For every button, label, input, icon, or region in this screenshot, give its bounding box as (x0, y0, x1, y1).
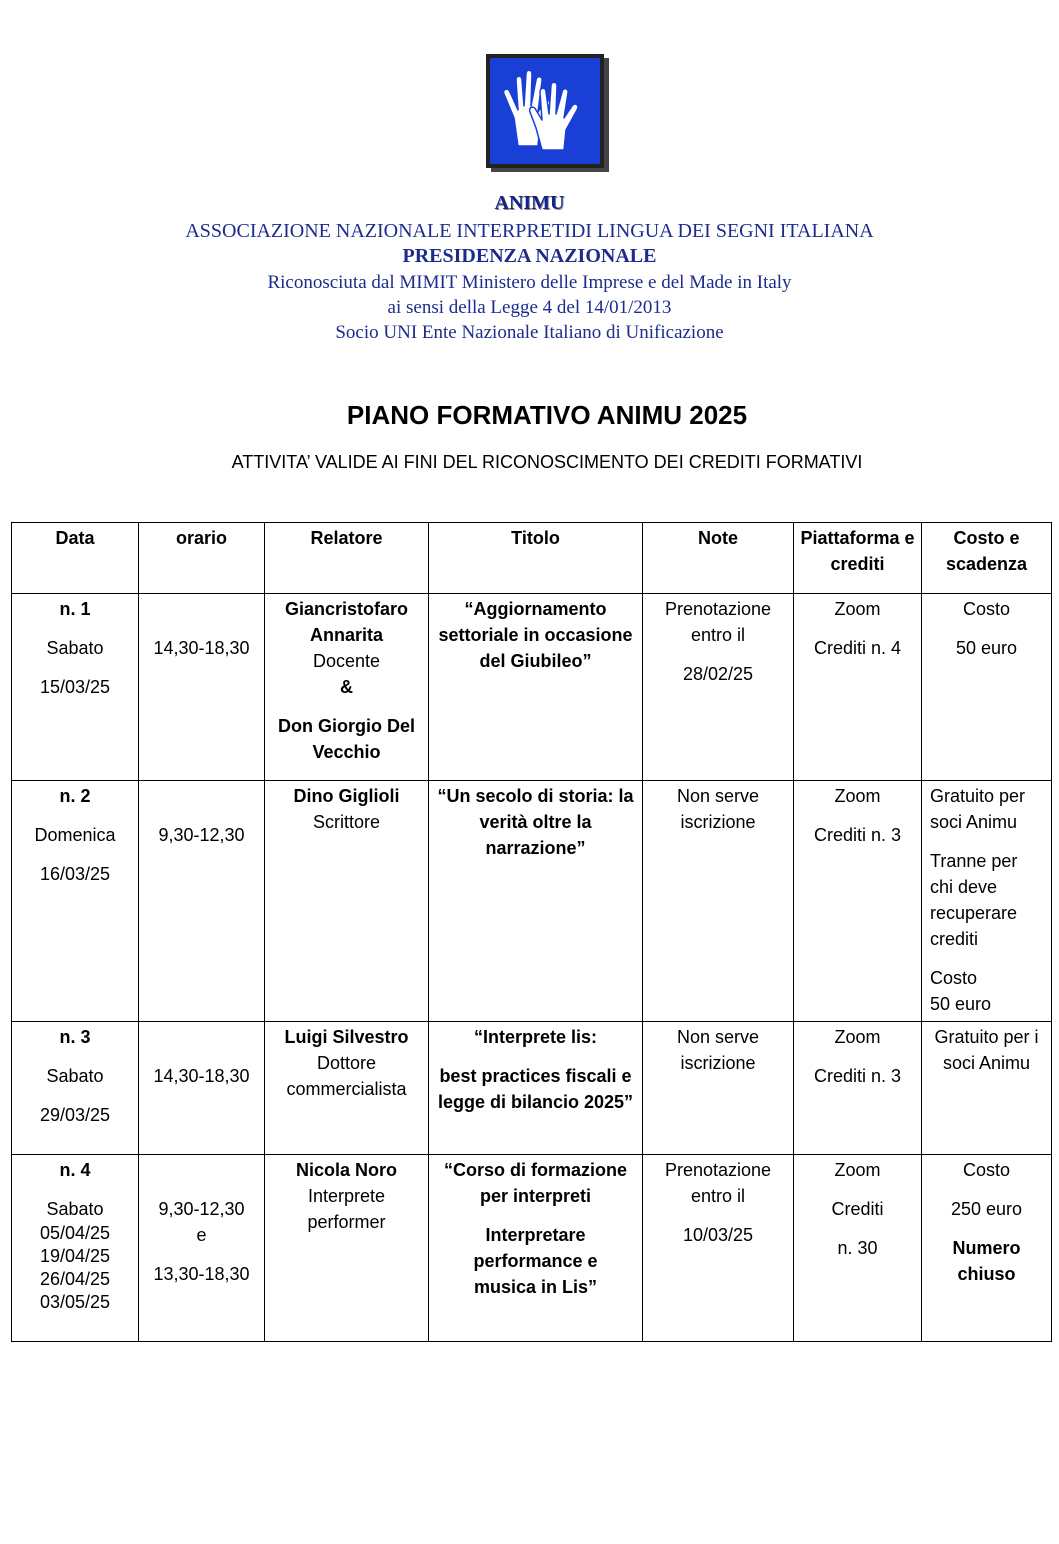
platform-name: Zoom (834, 1027, 881, 1047)
cost-free-text: Gratuito per i soci Animu (934, 1027, 1039, 1073)
speaker-cell (265, 1155, 429, 1342)
platform-cell (794, 1022, 922, 1155)
page-title: PIANO FORMATIVO ANIMU 2025 (346, 400, 748, 430)
note-text: Prenotazione entro il (664, 1160, 772, 1206)
header-piattaforma: Piattaforma e crediti (794, 523, 922, 594)
time-cell (139, 1155, 265, 1342)
speaker-name: Don Giorgio Del Vecchio (278, 716, 415, 762)
platform-name: Zoom (834, 786, 881, 806)
event-number: n. 1 (59, 599, 91, 619)
org-name: ANIMU (494, 192, 565, 214)
header-titolo: Titolo (429, 523, 643, 594)
event-title: “Corso di formazione per interpreti (443, 1160, 627, 1206)
note-text: Non serve iscrizione (676, 786, 760, 832)
cost-amount: 50 euro (955, 638, 1018, 658)
event-date: 03/05/25 (39, 1292, 111, 1312)
event-title: “Interprete lis: (473, 1027, 598, 1047)
title-cell (429, 781, 643, 1022)
cost-label: Costo (962, 1160, 1011, 1180)
cost-label: Costo (930, 968, 978, 988)
event-title: “Aggiornamento settoriale in occasione del Giubileo” (438, 599, 633, 671)
cost-cell (922, 1022, 1052, 1155)
platform-name: Zoom (834, 599, 881, 619)
event-date: 19/04/25 (39, 1246, 111, 1266)
platform-credits: Crediti n. 3 (813, 1066, 902, 1086)
event-day: Domenica (34, 825, 116, 845)
event-day: Sabato (46, 638, 104, 658)
note-cell (643, 1155, 794, 1342)
header-note: Note (643, 523, 794, 594)
table-row (12, 1155, 1052, 1342)
note-cell (643, 594, 794, 781)
cost-cell (922, 594, 1052, 781)
note-text: Prenotazione entro il (664, 599, 772, 645)
header-costo: Costo e scadenza (922, 523, 1052, 594)
table-row (12, 594, 1052, 781)
note-cell (643, 1022, 794, 1155)
event-date: 16/03/25 (39, 864, 111, 884)
time-cell (139, 594, 265, 781)
cost-free-text: Gratuito per soci Animu (930, 786, 1026, 832)
event-date: 26/04/25 (39, 1269, 111, 1289)
speaker-role: Scrittore (312, 812, 381, 832)
event-day: Sabato (46, 1199, 104, 1219)
note-deadline: 10/03/25 (682, 1225, 754, 1245)
training-plan-table (11, 522, 1052, 1342)
speaker-cell (265, 1022, 429, 1155)
header-data: Data (12, 523, 139, 594)
platform-cell (794, 1155, 922, 1342)
event-number: n. 2 (59, 786, 91, 806)
date-cell (12, 1022, 139, 1155)
event-number: n. 3 (59, 1027, 91, 1047)
note-cell (643, 781, 794, 1022)
event-title-detail: Interpretare performance e musica in Lis” (473, 1225, 598, 1297)
platform-credits: Crediti n. 3 (813, 825, 902, 845)
event-time: 14,30-18,30 (153, 638, 250, 658)
speaker-name: Nicola Noro (295, 1160, 397, 1180)
note-text: Non serve iscrizione (676, 1027, 760, 1073)
time-cell (139, 781, 265, 1022)
speaker-name: Dino Giglioli (293, 786, 400, 806)
title-cell (429, 1022, 643, 1155)
cost-label: Costo (962, 599, 1011, 619)
event-time: 13,30-18,30 (153, 1264, 250, 1284)
cost-cell (922, 781, 1052, 1022)
speaker-name: Luigi Silvestro (284, 1027, 409, 1047)
event-time-and: e (196, 1225, 207, 1245)
org-full-name: ASSOCIAZIONE NAZIONALE INTERPRETIDI LINGUA DEI SEGNI ITALIANA (185, 220, 874, 242)
header-orario: orario (139, 523, 265, 594)
platform-credits-number: n. 30 (837, 1238, 878, 1258)
cost-exception-text: Tranne per chi deve recuperare crediti (930, 851, 1018, 949)
event-time: 9,30-12,30 (158, 825, 245, 845)
event-date: 29/03/25 (39, 1105, 111, 1125)
speaker-ampersand: & (340, 677, 353, 697)
platform-cell (794, 781, 922, 1022)
recognition-line: Riconosciuta dal MIMIT Ministero delle Imprese e del Made in Italy (267, 272, 792, 293)
speaker-role: Docente (312, 651, 381, 671)
cost-limited-seats: Numero chiuso (952, 1238, 1021, 1284)
date-cell (12, 781, 139, 1022)
law-line: ai sensi della Legge 4 del 14/01/2013 (387, 297, 672, 318)
title-cell (429, 594, 643, 781)
event-date: 05/04/25 (39, 1223, 111, 1243)
cost-amount: 250 euro (950, 1199, 1023, 1219)
date-cell (12, 1155, 139, 1342)
speaker-name: Giancristofaro Annarita (284, 599, 409, 645)
event-time: 14,30-18,30 (153, 1066, 250, 1086)
platform-cell (794, 594, 922, 781)
speaker-role: Dottore commercialista (286, 1053, 407, 1099)
event-date: 15/03/25 (39, 677, 111, 697)
uni-line: Socio UNI Ente Nazionale Italiano di Unificazione (335, 322, 724, 343)
platform-name: Zoom (834, 1160, 881, 1180)
event-time: 9,30-12,30 (158, 1199, 245, 1219)
date-cell (12, 594, 139, 781)
table-row (12, 781, 1052, 1022)
speaker-role: Interprete performer (307, 1186, 386, 1232)
note-deadline: 28/02/25 (682, 664, 754, 684)
cost-amount: 50 euro (930, 994, 992, 1014)
platform-credits: Crediti (831, 1199, 884, 1219)
platform-credits: Crediti n. 4 (813, 638, 902, 658)
table-header-row (12, 523, 1052, 594)
speaker-cell (265, 781, 429, 1022)
signing-hands-icon (490, 58, 600, 164)
title-cell (429, 1155, 643, 1342)
time-cell (139, 1022, 265, 1155)
event-day: Sabato (46, 1066, 104, 1086)
cost-cell (922, 1155, 1052, 1342)
animu-logo (486, 54, 604, 168)
event-title-detail: best practices fiscali e legge di bilancio 2025” (437, 1066, 634, 1112)
presidency: PRESIDENZA NAZIONALE (402, 245, 657, 267)
speaker-cell (265, 594, 429, 781)
page-subtitle: ATTIVITA’ VALIDE AI FINI DEL RICONOSCIMENTO DEI CREDITI FORMATIVI (231, 452, 863, 472)
event-number: n. 4 (59, 1160, 91, 1180)
header-relatore: Relatore (265, 523, 429, 594)
event-title: “Un secolo di storia: la verità oltre la narrazione” (437, 786, 634, 858)
table-row (12, 1022, 1052, 1155)
